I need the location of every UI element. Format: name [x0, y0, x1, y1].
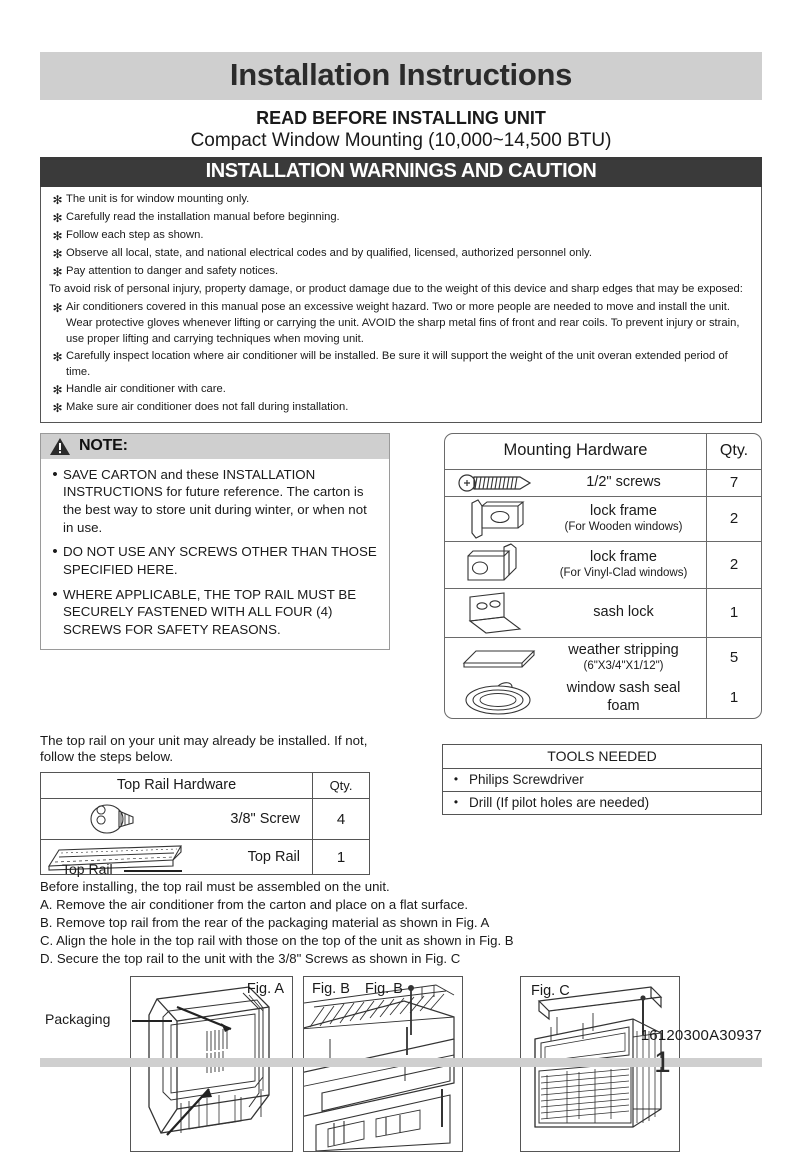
hardware-qty: 2	[706, 542, 761, 588]
top-rail-hardware-table	[40, 772, 370, 875]
warning-item	[49, 246, 753, 263]
table-row	[445, 589, 761, 638]
note-list-item	[47, 586, 379, 639]
hardware-label	[553, 503, 706, 535]
step-c: C. Align the hole in the top rail with those on the top of the unit as shown in Fig. B	[40, 933, 514, 949]
top-rail-label: Top Rail	[247, 849, 300, 866]
table-row-combined	[445, 638, 761, 718]
asterisk-icon: ✻	[52, 382, 63, 397]
warning-lead-in: To avoid risk of personal injury, property damage, or product damage due to the weight of this device and sharp edges that may be exposed:	[49, 283, 743, 296]
note-list-item	[47, 466, 379, 537]
warning-item	[49, 400, 753, 417]
warning-text: Air conditioners covered in this manual pose an excessive weight hazard. Two or more people are needed to move and install the unit. Wear protective gloves whenever lifting or carrying the unit. AVOID the sharp metal fins of front and rear coils. To prevent injury or strain, use proper lifting and carrying techniques when moving unit.	[66, 301, 740, 345]
mounting-hardware-header: Mounting Hardware	[503, 441, 648, 460]
figure-a-callout-top-rail: Top Rail	[62, 861, 113, 877]
note-box	[40, 433, 390, 650]
part-number: 16120300A30937	[640, 1027, 762, 1044]
note-item-text: SAVE CARTON and these INSTALLATION INSTRUCTIONS for future reference. The carton is the best way to store unit during winter, or when not in use.	[63, 466, 367, 535]
hardware-qty: 1	[706, 589, 761, 637]
top-rail-qty: 1	[312, 840, 369, 874]
hardware-label-text: weather stripping	[568, 641, 679, 658]
callout-leader-packaging	[132, 1018, 174, 1024]
table-header-row	[41, 773, 369, 799]
tool-label: Philips Screwdriver	[469, 771, 584, 787]
asterisk-icon: ✻	[52, 229, 63, 244]
top-rail-label: 3/8" Screw	[230, 811, 300, 828]
top-rail-header: Top Rail Hardware	[116, 777, 237, 794]
warning-item	[49, 228, 753, 245]
warnings-banner: INSTALLATION WARNINGS AND CAUTION	[40, 157, 762, 187]
hardware-sublabel: (For Wooden windows)	[564, 520, 683, 533]
asterisk-icon: ✻	[52, 400, 63, 415]
warning-text: Carefully read the installation manual before beginning.	[66, 211, 340, 224]
bullet-icon: •	[52, 543, 58, 561]
warning-item	[49, 382, 753, 399]
warning-text: Follow each step as shown.	[66, 229, 204, 242]
table-row	[445, 470, 761, 497]
warning-text: Pay attention to danger and safety notices.	[66, 265, 279, 278]
note-header	[41, 434, 389, 459]
top-rail-intro: The top rail on your unit may already be installed. If not, follow the steps below.	[40, 732, 368, 765]
warning-text: Handle air conditioner with care.	[66, 382, 226, 395]
figure-a-label: Fig. A	[246, 980, 284, 997]
warning-text: Make sure air conditioner does not fall during installation.	[66, 400, 349, 413]
hardware-label	[553, 604, 706, 621]
mid-section	[40, 433, 762, 719]
hardware-label	[553, 680, 706, 715]
asterisk-icon: ✻	[52, 211, 63, 226]
note-item-text: WHERE APPLICABLE, THE TOP RAIL MUST BE SECURELY FASTENED WITH ALL FOUR (4) SCREWS FOR SAFETY REASONS.	[63, 586, 357, 638]
callout-leader-top-rail	[124, 868, 184, 874]
screw-head-icon	[41, 799, 191, 839]
lock-frame-wooden-icon	[445, 497, 553, 541]
note-list-item	[47, 543, 379, 578]
hardware-label-text: lock frame	[590, 548, 657, 565]
lock-frame-vinyl-icon	[445, 542, 553, 588]
hardware-label-text: window sash seal foam	[566, 680, 681, 714]
warning-item	[49, 192, 753, 209]
hardware-label-text: 1/2" screws	[586, 473, 661, 490]
bullet-icon: •	[453, 795, 459, 810]
sash-lock-icon	[445, 589, 553, 637]
warnings-box	[40, 187, 762, 423]
weather-stripping-icon	[445, 643, 553, 673]
asterisk-icon: ✻	[52, 247, 63, 262]
tools-needed-table	[442, 744, 762, 815]
installation-instructions-page	[40, 0, 762, 1136]
page-number: 1	[654, 1046, 671, 1079]
subtitle-model-range: Compact Window Mounting (10,000~14,500 BTU)	[190, 130, 612, 151]
hardware-label	[553, 474, 706, 491]
warning-triangle-icon	[49, 437, 71, 456]
page-title: Installation Instructions	[40, 52, 762, 100]
step-d: D. Secure the top rail to the unit with the 3/8" Screws as shown in Fig. C	[40, 950, 461, 966]
warning-item	[49, 210, 753, 227]
hardware-label	[553, 642, 706, 674]
warning-text: Observe all local, state, and national electrical codes and by qualified, licensed, authorized personnel only.	[66, 247, 592, 260]
bullet-icon: •	[52, 585, 58, 603]
asterisk-icon: ✻	[52, 349, 63, 364]
hardware-qty: 2	[706, 497, 761, 541]
hardware-label-text: lock frame	[590, 502, 657, 519]
asterisk-icon: ✻	[52, 301, 63, 316]
hardware-sublabel: (For Vinyl-Clad windows)	[559, 566, 688, 579]
note-column	[40, 433, 392, 650]
warning-text: The unit is for window mounting only.	[66, 193, 250, 205]
window-sash-seal-foam-row	[445, 678, 706, 718]
asterisk-icon: ✻	[52, 265, 63, 280]
top-rail-column	[40, 719, 392, 876]
table-row	[41, 799, 369, 840]
mounting-hardware-column	[392, 433, 762, 719]
warning-item	[49, 300, 753, 348]
bullet-icon: •	[52, 465, 58, 483]
lower-section	[40, 719, 762, 876]
warning-item	[49, 264, 753, 281]
steps-intro: Before installing, the top rail must be assembled on the unit.	[40, 879, 390, 895]
step-a: A. Remove the air conditioner from the carton and place on a flat surface.	[40, 897, 469, 913]
step-b: B. Remove top rail from the rear of the packaging material as shown in Fig. A	[40, 915, 490, 931]
assembly-steps	[40, 878, 762, 968]
figure-b-label-1: Fig. B	[312, 980, 350, 997]
window-sash-seal-foam-icon	[445, 678, 553, 718]
figure-a-callout-packaging: Packaging	[45, 1011, 111, 1027]
table-row	[445, 542, 761, 589]
tool-label: Drill (If pilot holes are needed)	[469, 794, 650, 810]
tools-needed-header: TOOLS NEEDED	[443, 745, 761, 769]
figure-b-label-2: Fig. B	[365, 980, 403, 997]
weather-stripping-row	[445, 638, 706, 678]
warning-item	[49, 349, 753, 381]
hardware-qty-top: 5	[729, 649, 739, 667]
table-row	[445, 497, 761, 542]
asterisk-icon: ✻	[52, 193, 63, 207]
qty-header: Qty.	[312, 773, 369, 798]
warning-text: Carefully inspect location where air conditioner will be installed. Be sure it will support the weight of the unit overan extended period of time.	[66, 349, 728, 378]
hardware-qty-combined	[706, 638, 761, 718]
note-item-text: DO NOT USE ANY SCREWS OTHER THAN THOSE SPECIFIED HERE.	[63, 544, 377, 578]
hardware-qty: 7	[706, 470, 761, 496]
table-header-row	[445, 434, 761, 470]
top-rail-qty: 4	[312, 799, 369, 839]
figure-c-label: Fig. C	[531, 982, 570, 999]
subtitle-read-before: READ BEFORE INSTALLING UNIT	[256, 108, 546, 128]
tool-item	[443, 769, 761, 792]
qty-header: Qty.	[706, 434, 761, 469]
tools-column	[392, 719, 762, 815]
note-body	[41, 459, 389, 649]
tool-item	[443, 792, 761, 814]
mounting-hardware-table	[444, 433, 762, 719]
hardware-label	[553, 549, 706, 581]
hardware-sublabel: (6"X3/4"X1/12")	[583, 659, 664, 672]
bullet-icon: •	[453, 772, 459, 787]
hardware-qty-bottom: 1	[729, 689, 739, 707]
screw-icon	[445, 470, 553, 496]
note-header-label: NOTE:	[79, 437, 128, 455]
hardware-label-text: sash lock	[593, 603, 654, 620]
